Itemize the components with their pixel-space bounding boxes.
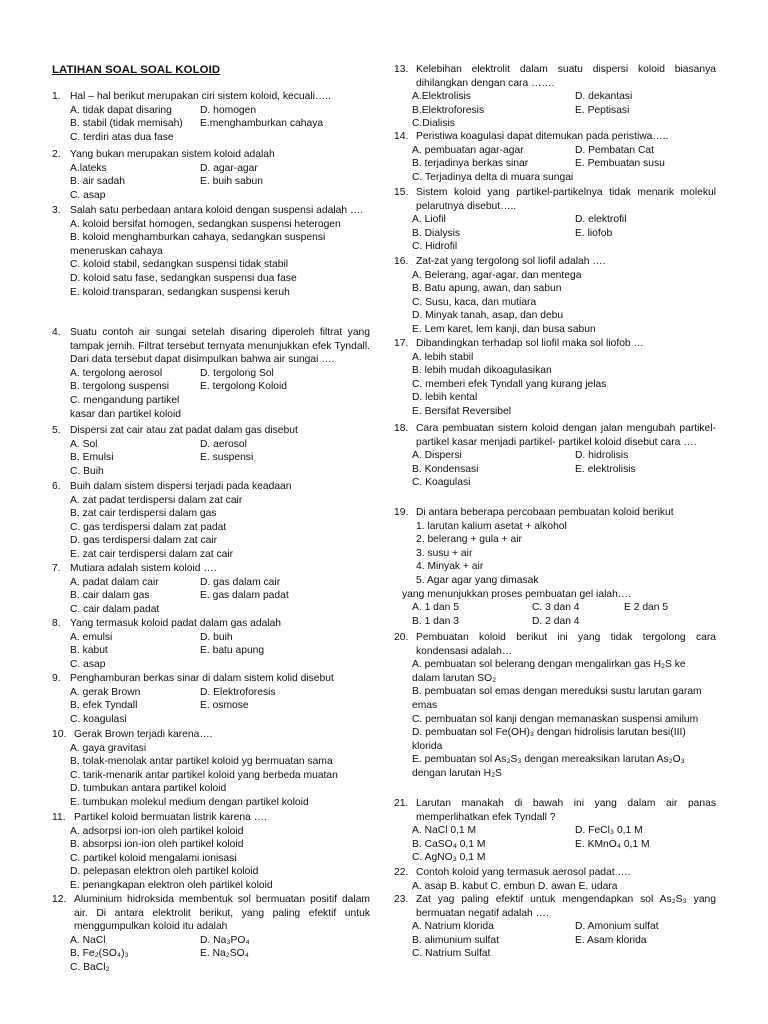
answer-option: A. gaya gravitasi <box>70 742 147 754</box>
question-21 <box>394 797 716 865</box>
question-number: 18. <box>394 423 409 434</box>
question-4 <box>52 326 370 421</box>
answer-option: A.Elektrolisis <box>412 91 471 103</box>
answer-option: D. pelepasan elektron oleh partikel koloid <box>70 866 259 878</box>
answer-option: E. gas dalam padat <box>200 590 289 602</box>
answer-option: B. air sadah <box>70 176 125 188</box>
answer-option: A. tidak dapat disaring <box>70 104 172 116</box>
answer-option: D. gas dalam cair <box>200 576 281 588</box>
question-text: Cara pembuatan sistem koloid dengan jalan mengubah partikel-partikel kasar menjadi partikel- partikel koloid disebut cara …. <box>416 423 716 448</box>
answer-option: A. Dispersi <box>412 450 462 462</box>
question-number: 14. <box>394 131 409 142</box>
answer-option: D. Na₃PO₄ <box>200 934 250 946</box>
answer-option: A. emulsi <box>70 631 113 643</box>
question-text: Pembuatan koloid berikut ini yang tidak tergolong cara kondensasi adalah… <box>416 632 716 657</box>
question-3 <box>52 204 370 299</box>
answer-option: A. NaCl 0,1 M <box>412 825 477 837</box>
answer-option: D. tergolong Sol <box>200 367 274 379</box>
question-number: 16. <box>394 256 409 267</box>
answer-option: D. homogen <box>200 104 257 116</box>
question-text: Sistem koloid yang partikel-partikelnya tidak menarik molekul pelarutnya disebut….. <box>416 187 716 212</box>
question-number: 6. <box>52 481 61 492</box>
answer-option: B. Batu apung, awan, dan sabun <box>412 283 562 295</box>
question-18 <box>394 422 716 490</box>
answer-option: B. pembuatan sol emas dengan mereduksi sustu larutan garam emas <box>412 686 702 711</box>
answer-option: D. hidrolisis <box>575 450 629 462</box>
question-text: Dispersi zat cair atau zat padat dalam gas disebut <box>70 425 298 436</box>
question-7 <box>52 562 370 616</box>
answer-option: yang menunjukkan proses pembuatan gel ialah…. <box>402 588 631 600</box>
answer-option: D. 2 dan 4 <box>532 615 580 627</box>
question-text: Zat-zat yang tergolong sol liofil adalah …. <box>416 256 606 267</box>
question-text: Salah satu perbedaan antara koloid dengan suspensi adalah …. <box>70 205 364 216</box>
question-12 <box>52 893 370 975</box>
question-text: Contoh koloid yang termasuk aerosol padat …. <box>416 867 631 878</box>
question-number: 11. <box>52 812 66 823</box>
question-13 <box>394 63 716 131</box>
answer-option: E. Na₂SO₄ <box>200 948 249 960</box>
answer-option: C. asap <box>70 189 106 201</box>
answer-option: A. Liofil <box>412 214 446 226</box>
answer-option: B. tergolong suspensi <box>70 381 170 393</box>
question-text: Suatu contoh air sungai setelah disaring diperoleh filtrat yang tampak jernih. Filtrat tersebut ternyata menunjukkan efek Tyndall. Dari data tersebut dapat disimpulkan bahwa air sungai …. <box>70 327 370 366</box>
answer-option: 4. Minyak + air <box>416 561 484 573</box>
answer-option: A. NaCl <box>70 934 106 946</box>
question-14 <box>394 130 716 184</box>
page-title: LATIHAN SOAL SOAL KOLOID <box>52 64 221 76</box>
answer-option: A.lateks <box>70 162 107 174</box>
answer-option: C. asap <box>70 658 106 670</box>
question-22 <box>394 866 716 893</box>
answer-option: E. koloid transparan, sedangkan suspensi keruh <box>70 286 290 298</box>
question-number: 17. <box>394 338 409 349</box>
answer-option: B. terjadinya berkas sinar <box>412 158 529 170</box>
answer-option: B. koloid menghamburkan cahaya, sedangkan suspensi meneruskan cahaya <box>70 232 326 257</box>
answer-option: E. Lem karet, lem kanji, dan busa sabun <box>412 323 596 335</box>
question-6 <box>52 480 370 562</box>
question-15 <box>394 186 716 254</box>
answer-option: D. agar-agar <box>200 162 258 174</box>
question-8 <box>52 617 370 671</box>
answer-option: A. Sol <box>70 438 98 450</box>
question-10 <box>52 728 370 810</box>
answer-option: A. zat padat terdispersi dalam zat cair <box>70 494 243 506</box>
answer-option: E. Peptisasi <box>575 104 630 116</box>
question-number: 12. <box>52 894 67 905</box>
answer-option: E. batu apung <box>200 645 265 657</box>
answer-option: B. 1 dan 3 <box>412 615 459 627</box>
answer-option: D. aerosol <box>200 438 247 450</box>
answer-option: B. tolak-menolak antar partikel koloid yg bermuatan sama <box>70 756 333 768</box>
answer-option: C. koagulasi <box>70 713 127 725</box>
answer-option: E. Asam klorida <box>575 934 647 946</box>
answer-option: E. Pembuatan susu <box>575 158 665 170</box>
question-5 <box>52 424 370 478</box>
answer-option: B. zat cair terdispersi dalam gas <box>70 508 217 520</box>
answer-option: E 2 dan 5 <box>624 602 669 614</box>
answer-option: B. Fe₂(SO₄)₃ <box>70 948 129 960</box>
answer-option: A. tergolong aerosol <box>70 367 163 379</box>
question-number: 13. <box>394 64 409 75</box>
question-text: Hal – hal berikut merupakan ciri sistem koloid, kecuali….. <box>70 91 331 102</box>
answer-option: C. Terjadinya delta di muara sungai <box>412 171 574 183</box>
question-text: Di antara beberapa percobaan pembuatan koloid berikut <box>416 507 674 518</box>
question-number: 7. <box>52 563 61 574</box>
answer-option: D. FeCl₃ 0,1 M <box>575 825 643 837</box>
answer-option: C.Dialisis <box>412 118 455 130</box>
question-text: Dibandingkan terhadap sol liofil maka sol liofob … <box>416 338 644 349</box>
answer-option: E. suspensi <box>200 452 254 464</box>
answer-option: C. gas terdispersi dalam zat padat <box>70 521 227 533</box>
answer-option: C. Buih <box>70 465 104 477</box>
answer-option: 5. Agar agar yang dimasak <box>416 574 539 586</box>
answer-option: E. liofob <box>575 227 613 239</box>
question-number: 9. <box>52 673 61 684</box>
answer-option: D. buih <box>200 631 233 643</box>
question-number: 5. <box>52 425 61 436</box>
question-17 <box>394 337 716 419</box>
question-text: Buih dalam sistem dispersi terjadi pada keadaan <box>70 481 292 492</box>
question-text: Aluminium hidroksida membentuk sol bermuatan positif dalam air. Di antara elektrolit berikut, yang paling efektif untuk menggumpulkan koloid itu adalah <box>74 894 370 933</box>
answer-option: C. partikel koloid mengalami ionisasi <box>70 852 237 864</box>
answer-option: B. CaSO₄ 0,1 M <box>412 838 486 850</box>
question-11 <box>52 811 370 893</box>
answer-option: A. lebih stabil <box>412 351 474 363</box>
question-19 <box>394 506 716 628</box>
question-number: 23. <box>394 894 409 905</box>
answer-option: 1. larutan kalium asetat + alkohol <box>416 520 567 532</box>
answer-option: D. pembuatan sol Fe(OH)₃ dengan hidrolisis larutan besi(III) klorida <box>412 727 686 752</box>
question-2 <box>52 148 370 202</box>
answer-option: C. BaCl₂ <box>70 961 110 973</box>
answer-option: A. 1 dan 5 <box>412 602 459 614</box>
answer-option: C. Natrium Sulfat <box>412 948 491 960</box>
question-text: Yang bukan merupakan sistem koloid adalah <box>70 149 275 160</box>
answer-option: D. tumbukan antara partikel koloid <box>70 783 227 795</box>
answer-option: C. Susu, kaca, dan mutiara <box>412 296 537 308</box>
answer-option: D. elektrofil <box>575 214 627 226</box>
question-text: Yang termasuk koloid padat dalam gas adalah <box>70 618 282 629</box>
answer-option: B. efek Tyndall <box>70 700 138 712</box>
answer-option: D. dekantasi <box>575 91 633 103</box>
question-23 <box>394 893 716 961</box>
answer-option: E. buih sabun <box>200 176 263 188</box>
answer-option: E. tumbukan molekul medium dengan partikel koloid <box>70 796 309 808</box>
answer-option: E. osmose <box>200 700 249 712</box>
question-number: 22. <box>394 867 409 878</box>
answer-option: 2. belerang + gula + air <box>416 534 522 546</box>
answer-option: A. Belerang, agar-agar, dan mentega <box>412 269 582 281</box>
question-text: Partikel koloid bermuatan listrik karena …. <box>74 812 267 823</box>
answer-option: D. Elektroforesis <box>200 686 276 698</box>
question-text: Penghamburan berkas sinar di dalam sistem kolid disebut <box>70 673 334 684</box>
answer-option: B. Kondensasi <box>412 463 479 475</box>
question-number: 15. <box>394 187 409 198</box>
question-number: 2. <box>52 149 61 160</box>
answer-option: C. Koagulasi <box>412 477 471 489</box>
answer-option: B. Dialysis <box>412 227 461 239</box>
question-20 <box>394 631 716 781</box>
answer-option: B. alimunium sulfat <box>412 934 499 946</box>
answer-option: C. pembuatan sol kanji dengan memanaskan suspensi amilum <box>412 713 699 725</box>
answer-option: B. absorpsi ion-ion oleh partikel koloid <box>70 839 244 851</box>
answer-option: B. kabut <box>70 645 108 657</box>
answer-option: C. terdiri atas dua fase <box>70 131 174 143</box>
question-number: 8. <box>52 618 61 629</box>
answer-option: C. 3 dan 4 <box>532 602 580 614</box>
question-number: 4. <box>52 327 61 338</box>
question-number: 21. <box>394 798 409 809</box>
answer-option: A. pembuatan sol belerang dengan mengalirkan gas H₂S ke dalam larutan SO₂ <box>412 659 686 684</box>
answer-option: E. zat cair terdispersi dalam zat cair <box>70 548 234 560</box>
question-text: Gerak Brown terjadi karena…. <box>74 729 213 740</box>
question-9 <box>52 672 370 726</box>
question-number: 10. <box>52 729 67 740</box>
answer-option: B. lebih mudah dikoagulasikan <box>412 365 552 377</box>
question-text: Mutiara adalah sistem koloid …. <box>70 563 217 574</box>
answer-option: D. Minyak tanah, asap, dan debu <box>412 310 564 322</box>
answer-option: E. penangkapan elektron oleh partikel koloid <box>70 879 273 891</box>
answer-option: E.menghamburkan cahaya <box>200 118 324 130</box>
answer-option: D. lebih kental <box>412 392 478 404</box>
answer-option: A. padat dalam cair <box>70 576 159 588</box>
answer-option: D. koloid satu fase, sedangkan suspensi dua fase <box>70 272 297 284</box>
answer-option: C. AgNO₃ 0,1 M <box>412 852 486 864</box>
answer-option: A. adsorpsi ion-ion oleh partikel koloid <box>70 825 244 837</box>
question-16 <box>394 255 716 337</box>
answer-option: D. gas terdispersi dalam zat cair <box>70 535 218 547</box>
answer-option: E. Bersifat Reversibel <box>412 405 512 417</box>
answer-option: C. tarik-menarik antar partikel koloid yang berbeda muatan <box>70 769 338 781</box>
answer-option: A. koloid bersifat homogen, sedangkan suspensi heterogen <box>70 218 341 230</box>
answer-option: E. pembuatan sol As₂S₃ dengan mereaksikan larutan As₂O₃ dengan larutan H₂S <box>412 754 685 779</box>
answer-option: A. Natrium klorida <box>412 921 494 933</box>
answer-option: B.Elektroforesis <box>412 104 485 116</box>
answer-option: B. Emulsi <box>70 452 114 464</box>
answer-option: C. cair dalam padat <box>70 603 160 615</box>
answer-option: C. memberi efek Tyndall yang kurang jelas <box>412 378 607 390</box>
answer-option: C. koloid stabil, sedangkan suspensi tidak stabil <box>70 259 289 271</box>
question-1 <box>52 90 370 144</box>
question-number: 1. <box>52 91 61 102</box>
answer-option: A. asap B. kabut C. embun D. awan E. udara <box>412 880 618 892</box>
question-text: Zat yag paling efektif untuk mengendapkan sol As₂S₃ yang bermuatan negatif adalah …. <box>416 894 716 919</box>
answer-option: C. mengandung partikel kasar dan partikel koloid <box>70 394 182 420</box>
question-number: 20. <box>394 632 409 643</box>
answer-option: E. elektrolisis <box>575 463 636 475</box>
answer-option: D. Pembatan Cat <box>575 144 654 156</box>
question-text: Peristiwa koagulasi dapat ditemukan pada peristiwa….. <box>416 131 669 142</box>
question-text: Kelebihan elektrolit dalam suatu dispersi koloid biasanya dihilangkan dengan cara ……. <box>416 64 716 89</box>
answer-option: E. KMnO₄ 0,1 M <box>575 838 650 850</box>
answer-option: A. gerak Brown <box>70 686 141 698</box>
answer-option: D. Amonium sulfat <box>575 921 659 933</box>
question-number: 19. <box>394 507 409 518</box>
question-text: Larutan manakah di bawah ini yang dalam air panas memperlihatkan efek Tyndall ? <box>416 798 716 823</box>
answer-option: 3. susu + air <box>416 547 473 559</box>
question-number: 3. <box>52 205 61 216</box>
answer-option: B. stabil (tidak memisah) <box>70 118 183 130</box>
answer-option: B. cair dalam gas <box>70 590 150 602</box>
answer-option: C. Hidrofil <box>412 241 458 253</box>
answer-option: A. pembuatan agar-agar <box>412 144 524 156</box>
answer-option: E. tergolong Koloid <box>200 381 288 393</box>
